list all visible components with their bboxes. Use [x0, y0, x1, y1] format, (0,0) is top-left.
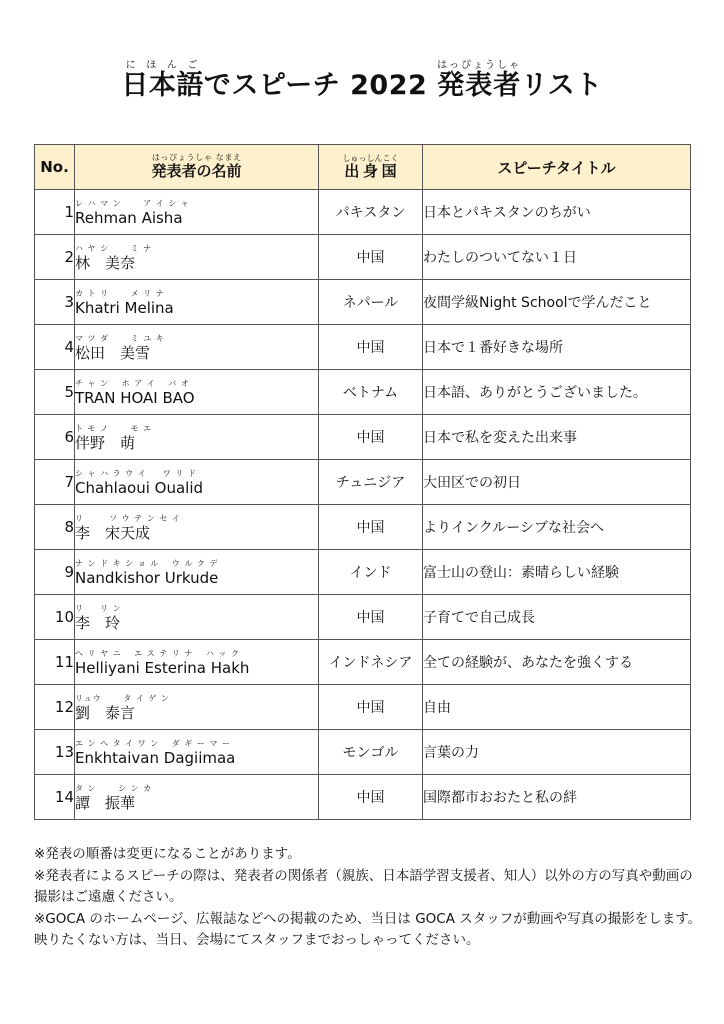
- speaker-name-cell: [75, 505, 319, 550]
- speaker-name: 譚 振華: [75, 794, 136, 812]
- table-row: [35, 190, 691, 235]
- speaker-name-kana: ハ ヤ シ ミ ナ: [75, 244, 153, 253]
- row-number: 3: [35, 280, 75, 325]
- speech-title: 国際都市おおたと私の絆: [423, 775, 691, 820]
- speaker-name-kana: マ ツ ダ ミ ユ キ: [75, 334, 165, 343]
- table-row: [35, 685, 691, 730]
- speaker-name-kana: リ ソ ウ テ ン セ イ: [75, 514, 181, 523]
- speaker-country: 中国: [319, 325, 423, 370]
- table-row: [35, 730, 691, 775]
- speaker-name-cell: [75, 235, 319, 280]
- speaker-name-cell: [75, 775, 319, 820]
- speaker-name: 伴野 萌: [75, 434, 136, 452]
- speaker-country: 中国: [319, 235, 423, 280]
- speaker-name-kana: リュウ タ イ ゲ ン: [75, 694, 170, 703]
- table-row: [35, 370, 691, 415]
- speech-title: 日本語、ありがとうございました。: [423, 370, 691, 415]
- table-row: [35, 775, 691, 820]
- speaker-country: チュニジア: [319, 460, 423, 505]
- row-number: 6: [35, 415, 75, 460]
- note-1: ※発表の順番は変更になることがあります。: [34, 846, 301, 862]
- row-number: 8: [35, 505, 75, 550]
- speaker-name-kana: シ ャ ハ ラ ウ イ ワ リ ド: [75, 469, 197, 478]
- header-speech-title: スピーチタイトル: [423, 145, 691, 190]
- row-number: 11: [35, 640, 75, 685]
- row-number: 4: [35, 325, 75, 370]
- speech-title: 大田区での初日: [423, 460, 691, 505]
- speaker-name-cell: [75, 640, 319, 685]
- speaker-name-kana: タ ン シ ン カ: [75, 784, 153, 793]
- table-row: [35, 595, 691, 640]
- speaker-name-kana: チ ャ ン ホ ア イ バ オ: [75, 379, 190, 388]
- speaker-name-kana: レ ハ マ ン ア イ シ ャ: [75, 199, 190, 208]
- speaker-name-cell: [75, 370, 319, 415]
- speaker-country: 中国: [319, 775, 423, 820]
- speaker-name: TRAN HOAI BAO: [75, 389, 195, 407]
- speech-title: よりインクルーシブな社会へ: [423, 505, 691, 550]
- header-name: 発表者の名前はっぴょうしゃ なまえ: [75, 145, 319, 190]
- speech-title: 夜間学級Night Schoolで学んだこと: [423, 280, 691, 325]
- speaker-country: モンゴル: [319, 730, 423, 775]
- table-row: [35, 415, 691, 460]
- speech-title: 富士山の登山：素晴らしい経験: [423, 550, 691, 595]
- speaker-country: パキスタン: [319, 190, 423, 235]
- speaker-name-kana: ナ ン ド キ シ ョ ル ウ ル ク デ: [75, 559, 219, 568]
- row-number: 10: [35, 595, 75, 640]
- speaker-country: インドネシア: [319, 640, 423, 685]
- title-nihongo: 日本語にほんご: [121, 60, 204, 101]
- speaker-name-kana: カ ト リ メ リ ナ: [75, 289, 165, 298]
- table-row: [35, 280, 691, 325]
- speaker-name: Enkhtaivan Dagiimaa: [75, 749, 236, 767]
- table-header-row: [35, 145, 691, 190]
- speaker-name: 李 玲: [75, 614, 121, 632]
- row-number: 2: [35, 235, 75, 280]
- speech-title: 日本とパキスタンのちがい: [423, 190, 691, 235]
- row-number: 14: [35, 775, 75, 820]
- speaker-name-kana: リ リ ン: [75, 604, 122, 613]
- speaker-name-cell: [75, 595, 319, 640]
- speaker-name-kana: エ ン ヘ タ イ ワ ン ダ ギ ー マ ー: [75, 739, 231, 748]
- speech-title: 自由: [423, 685, 691, 730]
- speaker-country: 中国: [319, 415, 423, 460]
- row-number: 7: [35, 460, 75, 505]
- row-number: 1: [35, 190, 75, 235]
- speaker-name-kana: ト モ ノ モ エ: [75, 424, 153, 433]
- title-middle: でスピーチ 2022: [203, 70, 438, 101]
- speaker-country: ネパール: [319, 280, 423, 325]
- speech-title: 言葉の力: [423, 730, 691, 775]
- speaker-name-cell: [75, 190, 319, 235]
- speaker-name: Chahlaoui Oualid: [75, 479, 204, 497]
- speaker-country: 中国: [319, 685, 423, 730]
- table-row: [35, 550, 691, 595]
- speaker-name: 李 宋天成: [75, 524, 151, 542]
- speaker-name-cell: [75, 730, 319, 775]
- speaker-name-cell: [75, 685, 319, 730]
- note-2: ※発表者によるスピーチの際は、発表者の関係者（親族、日本語学習支援者、知人）以外の方の写真や動画の撮影はご遠慮ください。: [34, 868, 693, 905]
- row-number: 5: [35, 370, 75, 415]
- speaker-name-cell: [75, 415, 319, 460]
- speech-title: 全ての経験が、あなたを強くする: [423, 640, 691, 685]
- row-number: 12: [35, 685, 75, 730]
- speaker-name: 劉 泰言: [75, 704, 136, 722]
- speaker-table: [34, 144, 691, 820]
- speaker-name: Nandkishor Urkude: [75, 569, 219, 587]
- table-row: [35, 505, 691, 550]
- speaker-country: ベトナム: [319, 370, 423, 415]
- speaker-name: 林 美奈: [75, 254, 136, 272]
- speech-title: 子育てで自己成長: [423, 595, 691, 640]
- speaker-country: インド: [319, 550, 423, 595]
- notes: [34, 844, 704, 952]
- header-country: 出身国しゅっしんこく: [319, 145, 423, 190]
- page-title: [0, 60, 724, 102]
- speaker-name: Helliyani Esterina Hakh: [75, 659, 250, 677]
- speaker-name: Rehman Aisha: [75, 209, 183, 227]
- row-number: 13: [35, 730, 75, 775]
- speaker-name-cell: [75, 550, 319, 595]
- speech-title: 日本で１番好きな場所: [423, 325, 691, 370]
- speaker-country: 中国: [319, 595, 423, 640]
- speaker-name: Khatri Melina: [75, 299, 174, 317]
- table-row: [35, 640, 691, 685]
- speech-title: わたしのついてない１日: [423, 235, 691, 280]
- title-happyousha: 発表者はっぴょうしゃ: [436, 60, 521, 101]
- table-row: [35, 325, 691, 370]
- table-row: [35, 460, 691, 505]
- row-number: 9: [35, 550, 75, 595]
- table-row: [35, 235, 691, 280]
- title-end: リスト: [520, 70, 603, 101]
- header-no: No.: [35, 145, 75, 190]
- speaker-name-cell: [75, 280, 319, 325]
- speaker-name-kana: ヘ リ ヤ ニ エ ス テ リ ナ ハ ッ ク: [75, 649, 240, 658]
- note-3: ※GOCA のホームページ、広報誌などへの掲載のため、当日は GOCA スタッフが動画や写真の撮影をします。映りたくない方は、当日、会場にてスタッフまでおっしゃってください。: [34, 911, 702, 948]
- speaker-name-cell: [75, 460, 319, 505]
- speaker-name: 松田 美雪: [75, 344, 151, 362]
- speech-title: 日本で私を変えた出来事: [423, 415, 691, 460]
- speaker-name-cell: [75, 325, 319, 370]
- speaker-country: 中国: [319, 505, 423, 550]
